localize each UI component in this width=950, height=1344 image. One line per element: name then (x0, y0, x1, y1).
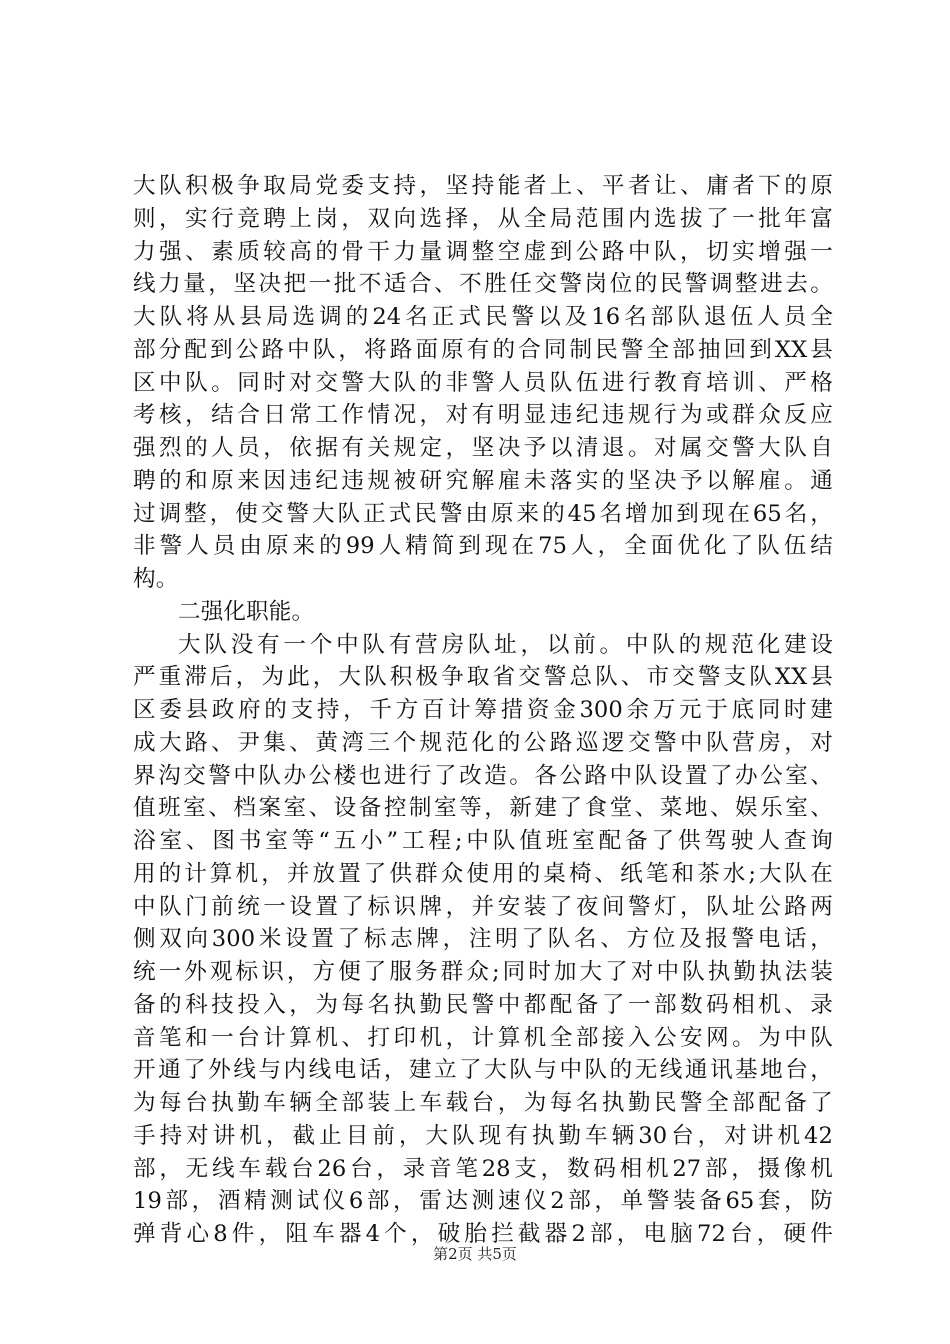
text-line: 中队门前统一设置了标识牌，并安装了夜间警灯，队址公路两 (133, 893, 833, 920)
text-line: 19部，酒精测试仪6部，雷达测速仪2部，单警装备65套，防 (133, 1188, 833, 1215)
text-line: 线力量，坚决把一批不适合、不胜任交警岗位的民警调整进去。 (133, 271, 833, 298)
text-line: 大队没有一个中队有营房队址，以前。中队的规范化建设 (178, 631, 833, 658)
text-line: 成大路、尹集、黄湾三个规范化的公路巡逻交警中队营房，对 (133, 729, 833, 756)
page-number: 第2页 共5页 (433, 1245, 517, 1263)
text-line: 考核，结合日常工作情况，对有明显违纪违规行为或群众反应 (133, 402, 833, 429)
document-body (133, 170, 833, 1251)
text-line: 则，实行竞聘上岗，双向选择，从全局范围内选拔了一批年富 (133, 205, 833, 232)
text-line: 备的科技投入，为每名执勤民警中都配备了一部数码相机、录 (133, 991, 833, 1018)
text-line: 力强、素质较高的骨干力量调整空虚到公路中队，切实增强一 (133, 238, 833, 265)
text-line: 部，无线车载台26台，录音笔28支，数码相机27部，摄像机 (133, 1155, 833, 1182)
text-line: 构。 (133, 566, 179, 592)
section-heading: 二强化职能。 (178, 598, 315, 625)
text-line: 手持对讲机，截止目前，大队现有执勤车辆30台，对讲机42 (133, 1122, 833, 1149)
text-line: 开通了外线与内线电话，建立了大队与中队的无线通讯基地台， (133, 1057, 833, 1084)
text-line: 大队将从县局选调的24名正式民警以及16名部队退伍人员全 (133, 304, 833, 330)
text-line: 部分配到公路中队，将路面原有的合同制民警全部抽回到XX县 (133, 336, 833, 363)
text-line: 区中队。同时对交警大队的非警人员队伍进行教育培训、严格 (133, 369, 833, 396)
text-line: 用的计算机，并放置了供群众使用的桌椅、纸笔和茶水;大队在 (133, 860, 833, 887)
text-line: 值班室、档案室、设备控制室等，新建了食堂、菜地、娱乐室、 (133, 795, 833, 822)
text-line: 区委县政府的支持，千方百计筹措资金300余万元于底同时建 (133, 697, 833, 723)
text-line: 非警人员由原来的99人精简到现在75人，全面优化了队伍结 (133, 533, 833, 560)
text-line: 侧双向300米设置了标志牌，注明了队名、方位及报警电话， (133, 926, 833, 953)
text-line: 聘的和原来因违纪违规被研究解雇未落实的坚决予以解雇。通 (133, 467, 833, 494)
text-line: 严重滞后，为此，大队积极争取省交警总队、市交警支队XX县 (133, 664, 833, 691)
text-line: 浴室、图书室等“五小”工程;中队值班室配备了供驾驶人查询 (133, 828, 833, 854)
text-line: 音笔和一台计算机、打印机，计算机全部接入公安网。为中队 (133, 1024, 833, 1051)
text-line: 过调整，使交警大队正式民警由原来的45名增加到现在65名， (133, 500, 833, 527)
text-line: 界沟交警中队办公楼也进行了改造。各公路中队设置了办公室、 (133, 762, 833, 789)
text-line: 弹背心8件，阻车器4个，破胎拦截器2部，电脑72台，硬件 (133, 1221, 833, 1247)
text-line: 强烈的人员，依据有关规定，坚决予以清退。对属交警大队自 (133, 435, 833, 461)
text-line: 大队积极争取局党委支持，坚持能者上、平者让、庸者下的原 (133, 173, 833, 199)
text-line: 为每台执勤车辆全部装上车载台，为每名执勤民警全部配备了 (133, 1090, 833, 1116)
text-line: 统一外观标识，方便了服务群众;同时加大了对中队执勤执法装 (133, 959, 833, 985)
